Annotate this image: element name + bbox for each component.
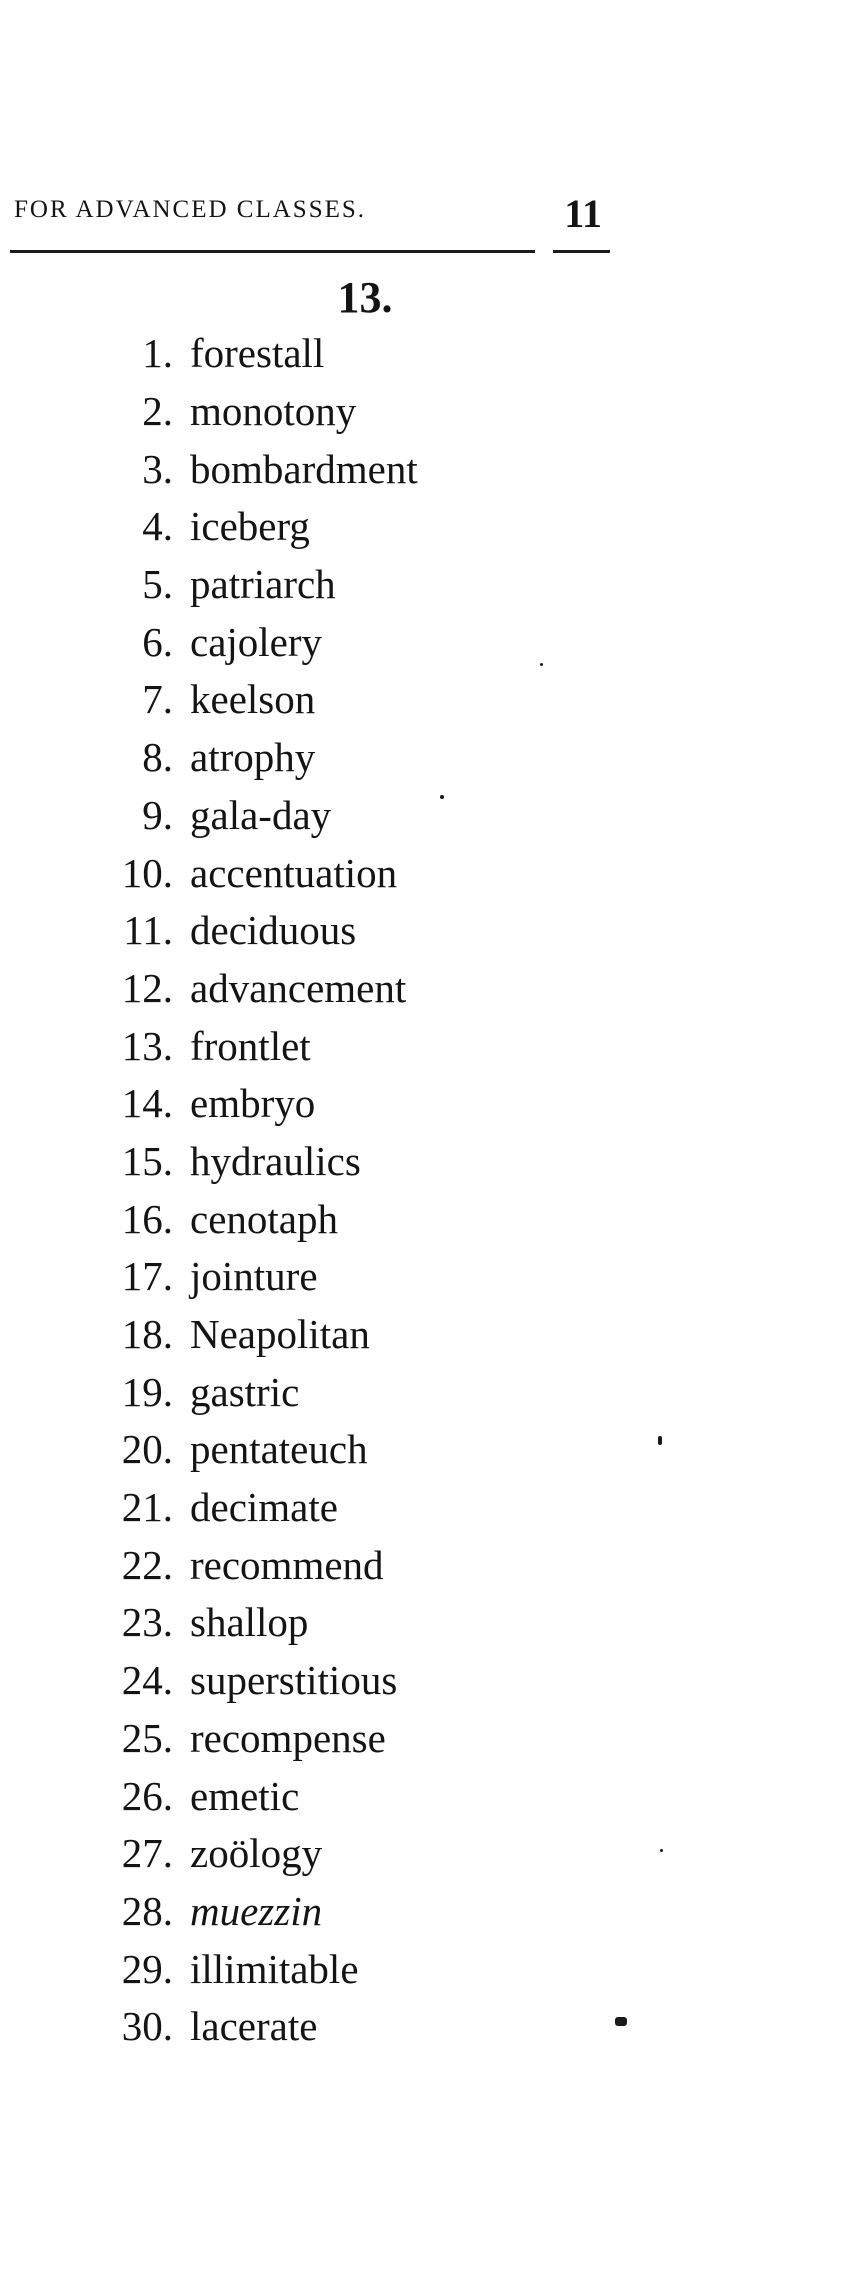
word-row xyxy=(0,1363,862,1421)
word-row xyxy=(0,498,862,556)
word-number: 14. xyxy=(121,1080,173,1127)
word-row xyxy=(0,1883,862,1941)
word-text: emetic xyxy=(190,1772,300,1819)
section-number: 13. xyxy=(337,273,393,322)
word-text: gastric xyxy=(190,1368,300,1415)
word-text: advancement xyxy=(190,964,407,1011)
header-rule-gap xyxy=(535,249,553,254)
word-text: embryo xyxy=(190,1080,316,1127)
word-row xyxy=(0,325,862,383)
word-number: 5. xyxy=(142,561,173,608)
word-number: 8. xyxy=(142,734,173,781)
print-speck xyxy=(440,795,444,799)
word-text: cenotaph xyxy=(190,1195,338,1242)
word-text: keelson xyxy=(190,676,316,723)
word-row xyxy=(0,960,862,1018)
word-number: 30. xyxy=(121,2003,173,2050)
word-number: 22. xyxy=(121,1541,173,1588)
word-text: iceberg xyxy=(190,503,310,550)
word-text: hydraulics xyxy=(190,1137,361,1184)
word-text: illimitable xyxy=(190,1945,359,1992)
word-text: bombardment xyxy=(190,445,418,492)
word-row xyxy=(0,902,862,960)
word-text: lacerate xyxy=(190,2003,318,2050)
word-number: 13. xyxy=(121,1022,173,1069)
word-text: decimate xyxy=(190,1484,338,1531)
word-text: recommend xyxy=(190,1541,384,1588)
word-row xyxy=(0,1479,862,1537)
word-row xyxy=(0,1133,862,1191)
word-text: gala-day xyxy=(190,791,332,838)
word-row xyxy=(0,1998,862,2056)
word-number: 18. xyxy=(121,1311,173,1358)
running-title: FOR ADVANCED CLASSES. xyxy=(14,196,367,223)
word-text: zoölogy xyxy=(190,1830,323,1877)
word-row xyxy=(0,613,862,671)
word-text: shallop xyxy=(190,1599,309,1646)
word-row xyxy=(0,1825,862,1883)
spelling-word-list xyxy=(0,325,862,2056)
print-speck xyxy=(658,1436,662,1445)
word-number: 7. xyxy=(142,676,173,723)
print-speck xyxy=(540,663,543,666)
word-row xyxy=(0,383,862,441)
word-row xyxy=(0,1536,862,1594)
page-number: 11 xyxy=(564,191,602,236)
header-rule xyxy=(10,250,610,253)
word-row xyxy=(0,556,862,614)
word-row xyxy=(0,440,862,498)
word-number: 28. xyxy=(121,1887,173,1934)
word-number: 3. xyxy=(142,445,173,492)
word-number: 25. xyxy=(121,1714,173,1761)
word-row xyxy=(0,1017,862,1075)
word-row xyxy=(0,1940,862,1998)
word-text: monotony xyxy=(190,388,357,435)
word-row xyxy=(0,1710,862,1768)
word-row xyxy=(0,1190,862,1248)
word-row xyxy=(0,1306,862,1364)
word-text: muezzin xyxy=(190,1887,323,1934)
word-number: 19. xyxy=(121,1368,173,1415)
word-number: 10. xyxy=(121,849,173,896)
word-text: pentateuch xyxy=(190,1426,368,1473)
print-speck xyxy=(615,2017,627,2026)
word-number: 21. xyxy=(121,1484,173,1531)
running-head xyxy=(14,190,610,240)
word-text: Neapolitan xyxy=(190,1311,370,1358)
word-text: frontlet xyxy=(190,1022,311,1069)
word-number: 20. xyxy=(121,1426,173,1473)
word-row xyxy=(0,787,862,845)
word-row xyxy=(0,844,862,902)
word-text: patriarch xyxy=(190,561,336,608)
word-row xyxy=(0,1767,862,1825)
word-text: forestall xyxy=(190,330,325,377)
word-row xyxy=(0,1421,862,1479)
word-number: 11. xyxy=(123,907,173,954)
word-row xyxy=(0,1075,862,1133)
word-number: 24. xyxy=(121,1657,173,1704)
word-row xyxy=(0,1594,862,1652)
word-number: 9. xyxy=(142,791,173,838)
word-text: superstitious xyxy=(190,1657,398,1704)
word-number: 2. xyxy=(142,388,173,435)
word-number: 29. xyxy=(121,1945,173,1992)
word-row xyxy=(0,729,862,787)
print-speck xyxy=(660,1849,663,1852)
word-text: recompense xyxy=(190,1714,386,1761)
word-number: 17. xyxy=(121,1253,173,1300)
word-text: atrophy xyxy=(190,734,316,781)
word-text: accentuation xyxy=(190,849,398,896)
word-number: 12. xyxy=(121,964,173,1011)
word-row xyxy=(0,1652,862,1710)
word-text: deciduous xyxy=(190,907,357,954)
word-number: 23. xyxy=(121,1599,173,1646)
word-number: 16. xyxy=(121,1195,173,1242)
word-number: 15. xyxy=(121,1137,173,1184)
word-number: 4. xyxy=(142,503,173,550)
word-text: cajolery xyxy=(190,618,323,665)
word-row xyxy=(0,671,862,729)
word-number: 1. xyxy=(142,330,173,377)
word-number: 6. xyxy=(142,618,173,665)
word-row xyxy=(0,1248,862,1306)
word-number: 27. xyxy=(121,1830,173,1877)
word-number: 26. xyxy=(121,1772,173,1819)
word-text: jointure xyxy=(190,1253,318,1300)
